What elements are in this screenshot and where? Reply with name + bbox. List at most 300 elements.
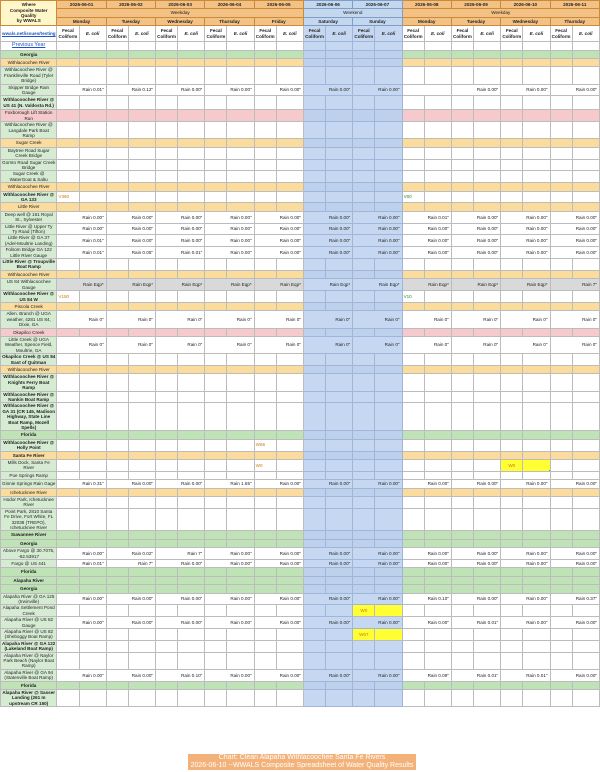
data-row bbox=[1, 191, 600, 203]
fecal-cell bbox=[550, 629, 572, 641]
fecal-cell bbox=[205, 110, 227, 122]
ecoli-cell bbox=[326, 576, 353, 584]
ecoli-cell bbox=[424, 67, 451, 84]
ecoli-cell bbox=[178, 191, 205, 203]
fecal-cell bbox=[501, 451, 523, 459]
location-label: Withlacoochee River @ US 84 W bbox=[1, 291, 57, 303]
ecoli-cell bbox=[326, 365, 353, 373]
location-label: Skipper Bridge Rain Gauge bbox=[1, 84, 57, 96]
ecoli-cell bbox=[79, 96, 106, 110]
fecal-cell bbox=[303, 203, 325, 211]
rain-cell: Rain 7" bbox=[156, 548, 205, 560]
location-label: Little River bbox=[1, 203, 57, 211]
ecoli-cell bbox=[128, 652, 155, 669]
fecal-cell bbox=[402, 576, 424, 584]
fecal-cell bbox=[205, 191, 227, 203]
fecal-cell bbox=[205, 302, 227, 310]
fecal-cell bbox=[550, 291, 572, 303]
rain-cell: Rain 0.00" bbox=[57, 548, 106, 560]
rain-cell: Rain Eqp* bbox=[156, 279, 205, 291]
rain-cell: Rain 0.00" bbox=[501, 235, 550, 247]
rain-cell: Rain 0.00" bbox=[106, 235, 155, 247]
fecal-cell bbox=[156, 270, 178, 278]
fecal-cell bbox=[402, 354, 424, 366]
fecal-cell bbox=[57, 652, 79, 669]
blank-row bbox=[1, 690, 600, 707]
ecoli-cell bbox=[523, 496, 550, 508]
ecoli-cell bbox=[227, 203, 254, 211]
empty-cell bbox=[550, 42, 572, 50]
ecoli-cell bbox=[424, 439, 451, 451]
fecal-cell bbox=[550, 139, 572, 147]
ecoli-header: E. coli bbox=[474, 26, 501, 42]
fecal-cell bbox=[501, 539, 523, 547]
fecal-cell bbox=[402, 203, 424, 211]
fecal-cell bbox=[205, 531, 227, 539]
fecal-cell bbox=[451, 67, 473, 84]
rain-cell: Rain 0" bbox=[57, 311, 106, 328]
rain-cell: Rain 0.00" bbox=[402, 617, 451, 629]
rain-cell: Rain 0.00" bbox=[451, 560, 500, 568]
ecoli-cell bbox=[227, 291, 254, 303]
fecal-cell bbox=[106, 459, 128, 471]
ecoli-cell bbox=[276, 531, 303, 539]
data-row bbox=[1, 235, 600, 247]
date-header: 2026-06-01 bbox=[57, 1, 106, 9]
fecal-cell bbox=[303, 431, 325, 439]
ecoli-cell bbox=[128, 459, 155, 471]
ecoli-cell bbox=[474, 110, 501, 122]
location-label: Alapaha River @ GA 122 (Lakeland Boat Ramp) bbox=[2, 640, 56, 652]
ecoli-cell bbox=[424, 147, 451, 159]
ecoli-cell bbox=[326, 605, 353, 617]
weekday-label: Weekday bbox=[402, 9, 599, 17]
fecal-cell bbox=[353, 191, 375, 203]
fecal-cell bbox=[156, 183, 178, 191]
ecoli-cell bbox=[375, 652, 402, 669]
rain-cell: Rain 0.00" bbox=[57, 223, 106, 235]
date-header: 2026-06-04 bbox=[205, 1, 254, 9]
ecoli-cell bbox=[276, 605, 303, 617]
ecoli-cell bbox=[227, 391, 254, 403]
location-label: Withlacoochee River bbox=[1, 365, 57, 373]
fecal-cell bbox=[451, 139, 473, 147]
rain-cell: Rain 0.00" bbox=[303, 593, 352, 605]
fecal-cell bbox=[451, 585, 473, 593]
fecal-cell bbox=[501, 471, 523, 479]
fecal-cell bbox=[106, 203, 128, 211]
fecal-coliform-header: Fecal Coliform bbox=[550, 26, 572, 42]
fecal-cell bbox=[254, 203, 276, 211]
ecoli-cell bbox=[79, 585, 106, 593]
fecal-cell bbox=[501, 585, 523, 593]
data-row bbox=[1, 247, 600, 259]
fecal-cell bbox=[550, 159, 572, 171]
ecoli-cell bbox=[79, 539, 106, 547]
fecal-coliform-header: Fecal Coliform bbox=[402, 26, 424, 42]
fecal-cell bbox=[303, 110, 325, 122]
fecal-cell bbox=[106, 58, 128, 66]
previous-year-link[interactable]: Previous Year bbox=[1, 42, 57, 50]
fecal-cell bbox=[550, 451, 572, 459]
ecoli-cell bbox=[227, 508, 254, 531]
rain-cell: Rain 0.00" bbox=[205, 669, 254, 681]
fecal-cell bbox=[353, 171, 375, 183]
fecal-cell bbox=[402, 110, 424, 122]
ecoli-cell bbox=[227, 531, 254, 539]
rain-cell: Rain 0.00" bbox=[106, 223, 155, 235]
ecoli-cell bbox=[128, 374, 155, 391]
ecoli-cell bbox=[375, 259, 402, 271]
blank-row bbox=[1, 171, 600, 183]
ecoli-cell bbox=[523, 459, 550, 471]
location-label: Little Creek @ UGA Weather, Spence Field, Moultrie, GA bbox=[1, 336, 57, 353]
fecal-cell bbox=[254, 67, 276, 84]
fecal-cell bbox=[402, 681, 424, 689]
fecal-cell bbox=[106, 605, 128, 617]
fecal-cell bbox=[205, 471, 227, 479]
ecoli-cell bbox=[227, 58, 254, 66]
ecoli-cell bbox=[178, 690, 205, 707]
ecoli-cell bbox=[474, 270, 501, 278]
fecal-cell bbox=[501, 139, 523, 147]
ecoli-cell bbox=[523, 391, 550, 403]
ecoli-cell bbox=[474, 629, 501, 641]
blank-row bbox=[1, 391, 600, 403]
fecal-cell bbox=[353, 652, 375, 669]
fecal-cell bbox=[451, 652, 473, 669]
ecoli-cell bbox=[523, 191, 550, 203]
rain-cell: Rain 0" bbox=[303, 336, 352, 353]
ecoli-cell bbox=[178, 451, 205, 459]
fecal-cell bbox=[106, 270, 128, 278]
ecoli-cell bbox=[424, 471, 451, 479]
fecal-cell bbox=[303, 690, 325, 707]
fecal-cell bbox=[57, 259, 79, 271]
fecal-cell bbox=[451, 270, 473, 278]
fecal-cell bbox=[550, 50, 572, 58]
rain-cell: Rain 0.31" bbox=[57, 480, 106, 488]
ecoli-cell bbox=[128, 328, 155, 336]
ecoli-cell bbox=[276, 147, 303, 159]
ecoli-cell bbox=[523, 147, 550, 159]
rain-cell: Rain 0" bbox=[254, 336, 303, 353]
fecal-cell bbox=[303, 496, 325, 508]
fecal-cell bbox=[205, 459, 227, 471]
fecal-cell bbox=[353, 183, 375, 191]
ecoli-cell bbox=[572, 629, 599, 641]
location-label: Suwannee River bbox=[1, 531, 57, 539]
ecoli-cell bbox=[474, 681, 501, 689]
fecal-cell bbox=[501, 365, 523, 373]
ecoli-cell bbox=[276, 365, 303, 373]
ecoli-cell bbox=[128, 439, 155, 451]
ecoli-cell bbox=[572, 652, 599, 669]
blank-row bbox=[1, 496, 600, 508]
fecal-cell bbox=[451, 488, 473, 496]
rain-cell: Rain 0.00" bbox=[254, 617, 303, 629]
ecoli-cell bbox=[128, 191, 155, 203]
rain-cell: Rain 0.00" bbox=[550, 235, 600, 247]
fecal-cell bbox=[353, 496, 375, 508]
fecal-cell bbox=[550, 459, 572, 471]
fecal-cell bbox=[205, 291, 227, 303]
ecoli-cell bbox=[276, 471, 303, 479]
fecal-cell bbox=[205, 539, 227, 547]
fecal-cell bbox=[205, 203, 227, 211]
ecoli-cell bbox=[178, 354, 205, 366]
empty-cell bbox=[156, 42, 178, 50]
ecoli-cell bbox=[523, 576, 550, 584]
ecoli-cell bbox=[128, 568, 155, 576]
rain-cell: Rain 0.00" bbox=[106, 211, 155, 223]
ecoli-cell bbox=[227, 488, 254, 496]
empty-cell bbox=[424, 42, 451, 50]
fecal-cell bbox=[550, 354, 572, 366]
weekday-label: Weekday bbox=[57, 9, 304, 17]
ecoli-cell bbox=[79, 496, 106, 508]
fecal-cell bbox=[402, 585, 424, 593]
location-label: Foxborough Lift Station Run bbox=[1, 110, 57, 122]
rain-cell: Rain 0.00" bbox=[156, 211, 205, 223]
rain-cell: Rain 0" bbox=[205, 311, 254, 328]
ecoli-cell bbox=[79, 431, 106, 439]
fecal-cell bbox=[57, 690, 79, 707]
ecoli-cell bbox=[276, 191, 303, 203]
ecoli-cell bbox=[375, 576, 402, 584]
ecoli-cell bbox=[227, 451, 254, 459]
fecal-cell bbox=[353, 681, 375, 689]
ecoli-cell bbox=[474, 539, 501, 547]
ecoli-cell bbox=[79, 67, 106, 84]
ecoli-cell bbox=[424, 640, 451, 652]
fecal-cell bbox=[451, 605, 473, 617]
rain-cell: Rain 0.01" bbox=[57, 84, 106, 96]
fecal-cell bbox=[353, 374, 375, 391]
ecoli-cell bbox=[326, 539, 353, 547]
fecal-cell bbox=[106, 50, 128, 58]
fecal-cell bbox=[303, 139, 325, 147]
fecal-cell bbox=[451, 203, 473, 211]
ecoli-cell bbox=[276, 629, 303, 641]
ecoli-cell bbox=[474, 58, 501, 66]
ecoli-cell bbox=[375, 391, 402, 403]
fecal-cell bbox=[156, 439, 178, 451]
fecal-cell bbox=[303, 270, 325, 278]
fecal-cell bbox=[550, 110, 572, 122]
location-label: Okapilco Creek @ US 84 East of Quitman bbox=[2, 354, 56, 365]
fecal-cell bbox=[402, 471, 424, 479]
fecal-cell bbox=[205, 508, 227, 531]
rain-cell: Rain 0.10" bbox=[402, 593, 451, 605]
fecal-cell bbox=[550, 270, 572, 278]
ecoli-cell bbox=[572, 183, 599, 191]
ecoli-cell bbox=[326, 203, 353, 211]
ecoli-cell bbox=[424, 354, 451, 366]
ecoli-cell bbox=[572, 431, 599, 439]
rain-cell: Rain 0.00" bbox=[106, 593, 155, 605]
ecoli-cell bbox=[424, 403, 451, 431]
fecal-cell bbox=[303, 183, 325, 191]
ecoli-cell bbox=[79, 110, 106, 122]
fecal-cell bbox=[451, 50, 473, 58]
ecoli-cell bbox=[424, 291, 451, 303]
ecoli-cell bbox=[178, 110, 205, 122]
ecoli-cell bbox=[572, 191, 599, 203]
fecal-cell bbox=[353, 58, 375, 66]
fecal-cell bbox=[501, 110, 523, 122]
fecal-cell bbox=[501, 403, 523, 431]
ecoli-cell bbox=[375, 488, 402, 496]
date-header: 2026-06-03 bbox=[156, 1, 205, 9]
ecoli-cell bbox=[572, 122, 599, 139]
bar-row bbox=[1, 139, 600, 147]
fecal-cell bbox=[156, 585, 178, 593]
fecal-cell bbox=[205, 374, 227, 391]
blank-row bbox=[1, 122, 600, 139]
fecal-cell bbox=[254, 391, 276, 403]
fecal-cell bbox=[57, 110, 79, 122]
ecoli-cell bbox=[276, 270, 303, 278]
fecal-cell bbox=[106, 191, 128, 203]
rain-cell: Rain Eqp* bbox=[353, 279, 402, 291]
fecal-cell bbox=[57, 270, 79, 278]
fecal-coliform-header: Fecal Coliform bbox=[57, 26, 79, 42]
rain-cell: Rain 0.00" bbox=[353, 84, 402, 96]
fecal-cell bbox=[501, 488, 523, 496]
selection-handle[interactable] bbox=[549, 470, 551, 472]
rain-cell: Rain 0.02" bbox=[106, 548, 155, 560]
location-label: Withlacoochee River bbox=[1, 270, 57, 278]
fecal-cell bbox=[550, 365, 572, 373]
location-label: Florida bbox=[1, 681, 57, 689]
ecoli-cell bbox=[523, 67, 550, 84]
ecoli-cell bbox=[474, 508, 501, 531]
ecoli-cell bbox=[178, 50, 205, 58]
ecoli-cell bbox=[572, 605, 599, 617]
fecal-cell bbox=[402, 531, 424, 539]
ecoli-cell bbox=[178, 605, 205, 617]
rain-cell: Rain 0" bbox=[550, 336, 600, 353]
fecal-cell bbox=[57, 171, 79, 183]
ecoli-cell bbox=[326, 96, 353, 110]
ecoli-cell bbox=[326, 183, 353, 191]
rain-cell: Rain 0.00" bbox=[254, 560, 303, 568]
location-label: Deep well @ 161 Royal St., Sylvester bbox=[1, 211, 57, 223]
ecoli-cell bbox=[474, 391, 501, 403]
location-label: Mills Dock, Santa Fe River bbox=[1, 459, 57, 471]
ecoli-cell bbox=[375, 96, 402, 110]
ecoli-cell bbox=[276, 690, 303, 707]
ecoli-cell bbox=[375, 203, 402, 211]
ecoli-cell bbox=[375, 291, 402, 303]
ecoli-cell bbox=[474, 171, 501, 183]
fecal-cell bbox=[451, 122, 473, 139]
bar-row bbox=[1, 451, 600, 459]
fecal-cell bbox=[501, 96, 523, 110]
ecoli-cell bbox=[326, 629, 353, 641]
ecoli-cell bbox=[178, 183, 205, 191]
ecoli-cell bbox=[276, 67, 303, 84]
ecoli-cell bbox=[474, 690, 501, 707]
fecal-cell bbox=[353, 291, 375, 303]
fecal-cell bbox=[303, 374, 325, 391]
ecoli-cell bbox=[523, 690, 550, 707]
state-row bbox=[1, 568, 600, 576]
fecal-cell bbox=[106, 139, 128, 147]
fecal-cell bbox=[303, 391, 325, 403]
fecal-cell bbox=[451, 431, 473, 439]
ecoli-cell bbox=[227, 605, 254, 617]
fecal-coliform-header: Fecal Coliform bbox=[156, 26, 178, 42]
rain-cell: Rain 0.01" bbox=[57, 560, 106, 568]
fecal-cell bbox=[501, 681, 523, 689]
fecal-cell bbox=[303, 96, 325, 110]
ecoli-cell bbox=[178, 122, 205, 139]
ecoli-header: E. coli bbox=[375, 26, 402, 42]
fecal-cell bbox=[451, 328, 473, 336]
fecal-cell bbox=[254, 259, 276, 271]
fecal-cell bbox=[156, 471, 178, 479]
fecal-cell bbox=[550, 259, 572, 271]
fecal-cell bbox=[402, 640, 424, 652]
ecoli-cell bbox=[178, 96, 205, 110]
empty-cell bbox=[254, 42, 276, 50]
fecal-cell bbox=[353, 576, 375, 584]
ecoli-cell bbox=[79, 203, 106, 211]
fecal-cell bbox=[402, 539, 424, 547]
ecoli-cell bbox=[474, 459, 501, 471]
ecoli-cell bbox=[79, 403, 106, 431]
fecal-cell bbox=[156, 58, 178, 66]
ecoli-cell bbox=[276, 203, 303, 211]
ecoli-cell bbox=[572, 471, 599, 479]
ecoli-cell bbox=[128, 531, 155, 539]
blank-row bbox=[1, 652, 600, 669]
ecoli-cell bbox=[375, 171, 402, 183]
location-label: Withlacoochee River @ US 41 (N. Valdosta Rd.) bbox=[1, 96, 57, 110]
ecoli-cell bbox=[276, 259, 303, 271]
fecal-cell bbox=[205, 403, 227, 431]
rain-cell: Rain 0.00" bbox=[402, 247, 451, 259]
ecoli-cell bbox=[523, 431, 550, 439]
ecoli-cell bbox=[474, 147, 501, 159]
ecoli-cell bbox=[227, 403, 254, 431]
site-link[interactable]: wwals.net/issues/testing bbox=[1, 26, 57, 42]
ecoli-cell bbox=[572, 451, 599, 459]
rain-cell: Rain 0.00" bbox=[451, 84, 500, 96]
fecal-cell bbox=[106, 439, 128, 451]
blank-row bbox=[1, 640, 600, 652]
ecoli-cell bbox=[128, 96, 155, 110]
fecal-cell bbox=[205, 58, 227, 66]
fecal-cell bbox=[106, 354, 128, 366]
fecal-cell bbox=[353, 471, 375, 479]
rain-cell: Rain 0.01" bbox=[57, 235, 106, 247]
empty-cell bbox=[451, 42, 473, 50]
fecal-cell bbox=[353, 50, 375, 58]
ecoli-cell bbox=[375, 374, 402, 391]
blank-row bbox=[1, 147, 600, 159]
fecal-cell bbox=[402, 508, 424, 531]
data-row bbox=[1, 291, 600, 303]
fecal-cell bbox=[451, 539, 473, 547]
location-label: Gornto Road Sugar Creek Bridge bbox=[2, 159, 56, 171]
ecoli-cell bbox=[326, 508, 353, 531]
rain-cell: Rain 0.00" bbox=[550, 617, 600, 629]
ecoli-cell bbox=[572, 496, 599, 508]
rain-cell: Rain 0.09" bbox=[402, 669, 451, 681]
